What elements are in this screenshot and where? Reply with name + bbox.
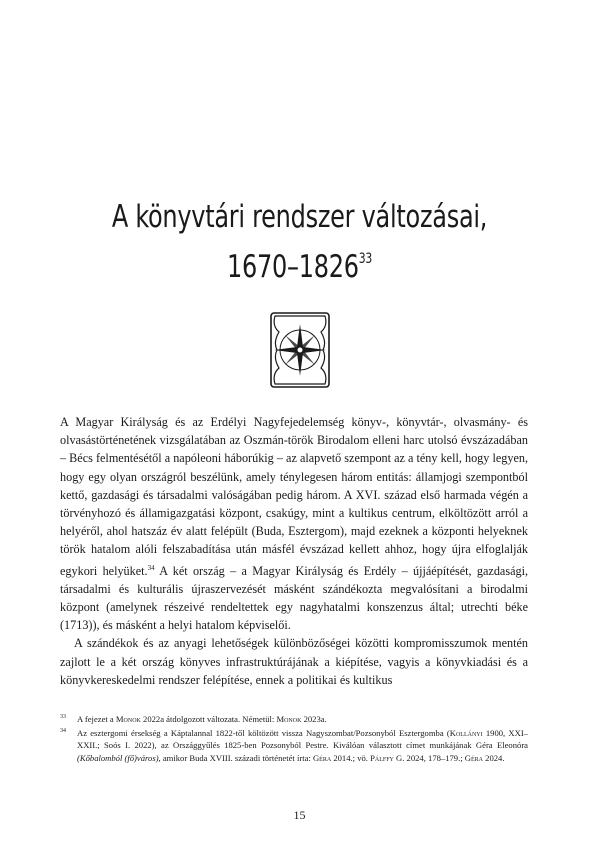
body-text [60,413,528,689]
chapter-title-years: 1670–1826 [226,249,359,285]
chapter-title-line1: A könyvtári rendszer változásai, [111,199,488,235]
paragraph-2: A szándékok és az anyagi lehetőségek különbözőségei közötti kompromisszumok mentén zajlott le a két ország könyves infrastruktúrájának a kiépítése, vagyis a könyvkiadási és a könyvkereskedelmi rendszer felépítése, ennek a politikai és kultikus [60,636,528,687]
footnote-34: 34 Az esztergomi érsekség a Káptalannal 1822-től költözött vissza Nagyszombat/Pozsonyból Esztergomba (Kollányi 1900, XXI–XXII.; Soós I. 2022), az Országgyűlés 1825-ben Pozsonyból Pestre. Kiválóan választott címet munkájának Géra Eleonóra (Kőbalomból (fő)város), amikor Buda XVIII. századi történetét írta: Géra 2014.; vö. Pálffy G. 2024, 178–179.; Géra 2024. [60,727,528,765]
footnote-33: 33 A fejezet a Monok 2022a átdolgozott változata. Németül: Monok 2023a. [60,713,528,726]
footnotes [60,713,528,765]
footnote-number: 33 [60,714,66,720]
chapter-title-line2 [42,238,557,288]
footnote-ref-34[interactable]: 34 [147,563,155,572]
page-number: 15 [293,808,306,822]
chapter-title [42,196,557,288]
footnote-number: 34 [60,727,66,734]
paragraph-1: A Magyar Királyság és az Erdélyi Nagyfejedelemség könyv-, könyvtár-, olvasmány- és olvasástörténetének vizsgálatában az Oszmán-török Birodalom elleni harc utolsó évszázadában – Bécs felmentésétől a napóleoni háborúkig – az alapvető szempont az a tény kell, hogy legyen, hogy egy olyan országról beszélünk, amely ténylegesen három entitás: államjogi szempontból kettő, gazdasági és társadalmi valóságában pedig három. A XVI. század első harmada végén a törvényhozó és államigazgatási központ, csakúgy, mint a kultikus centrum, elköltözött arról a helyéről, ahol hatszáz év alatt felépült (Buda, Esztergom), majd ezeknek a központi helyeknek török hatalom alóli felszabadítása után másfél évszázad kellett ahhoz, hogy újra elfoglalják egykori helyüket.$^{34}$ A két ország – a Magyar Királyság és Erdély – újjáépítését, gazdasági, társadalmi és kulturális újraszervezését másként szándékozta megvalósítani a birodalmi központ (amelynek részeivé rendeltettek egy nagyhatalmi konszenzus által; utrechti béke (1713)), és másként a helyi hatalom képviselői. [60,415,528,633]
footnote-ref-33[interactable]: 33 [358,251,372,267]
compass-star-ornament-icon [270,312,330,388]
